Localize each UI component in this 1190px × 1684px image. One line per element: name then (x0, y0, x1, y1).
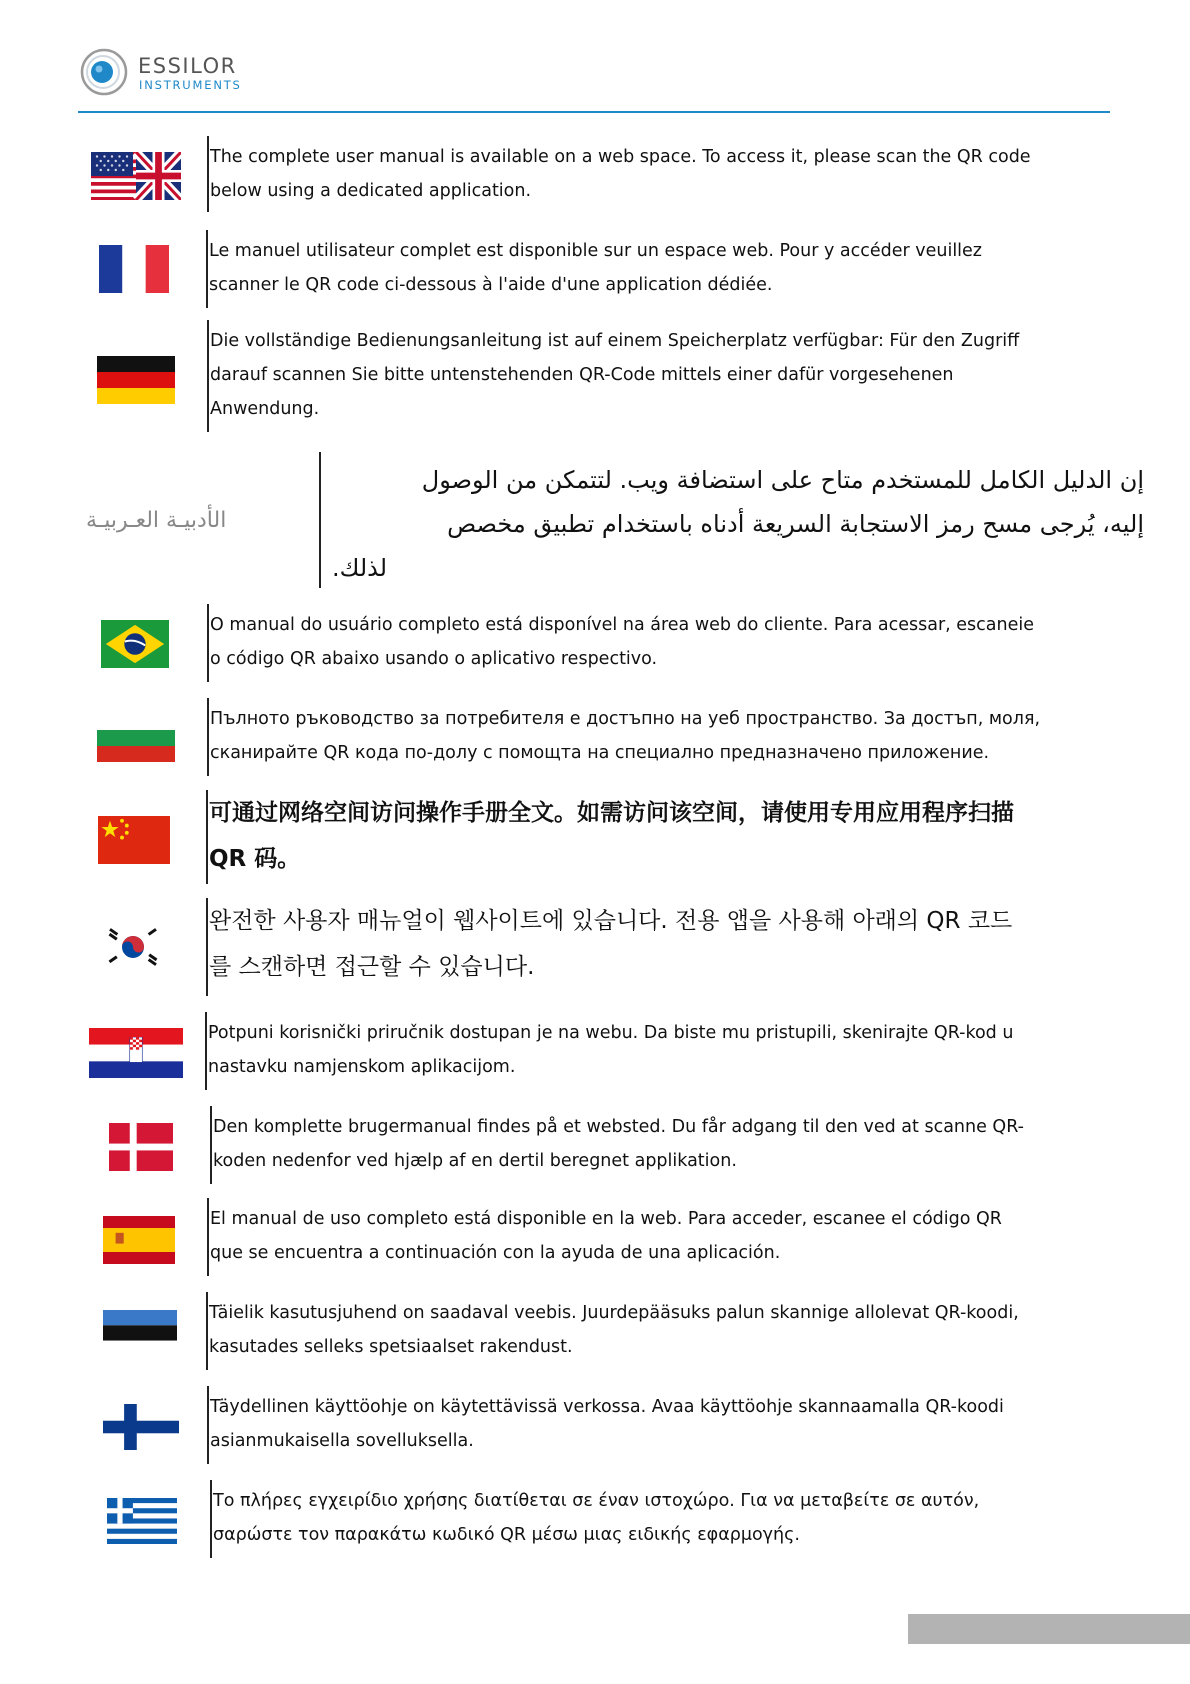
manual-notice-zh: 可通过网络空间访问操作手册全文。如需访问该空间，请使用专用应用程序扫描 QR 码。 (209, 800, 1014, 872)
row-separator (206, 898, 208, 996)
row-separator (206, 1292, 208, 1370)
language-row-zh (78, 790, 1118, 888)
row-separator (207, 1386, 209, 1464)
row-separator (210, 1480, 212, 1558)
row-separator (207, 604, 209, 682)
row-separator (206, 790, 208, 884)
language-row-ko (78, 898, 1118, 998)
language-row-ar (78, 452, 1144, 588)
arabic-language-label: الأدبيـة العـربيـة (86, 508, 227, 533)
row-separator (319, 452, 321, 588)
language-row-pt (78, 604, 1118, 684)
footer-page-bar (908, 1614, 1190, 1644)
finland-flag-icon (103, 1404, 179, 1450)
language-row-et (78, 1292, 1118, 1372)
essilor-lens-icon (80, 48, 128, 96)
greece-flag-icon (107, 1498, 177, 1544)
brand-name: ESSILOR (138, 54, 237, 78)
germany-flag-icon (97, 356, 175, 404)
spain-flag-icon (103, 1216, 175, 1264)
language-row-hr (78, 1012, 1118, 1092)
manual-notice-fr: Le manuel utilisateur complet est disponible sur un espace web. Pour y accéder veuillez scanner le QR code ci-dessous à l'aide d'une application dédiée. (209, 241, 982, 295)
estonia-flag-icon (103, 1310, 177, 1356)
manual-notice-en: The complete user manual is available on a web space. To access it, please scan the QR code below using a dedicated application. (210, 147, 1031, 201)
language-row-en (78, 136, 1118, 216)
row-separator (210, 1106, 212, 1184)
language-row-bg (78, 698, 1118, 778)
denmark-flag-icon (109, 1123, 173, 1171)
manual-notice-de: Die vollständige Bedienungsanleitung ist auf einem Speicherplatz verfügbar: Für den Zugriff darauf scannen Sie bitte untenstehenden QR-Code mittels einer dafür vorgesehenen Anwendung. (210, 331, 1020, 419)
manual-notice-bg: Пълното ръководство за потребителя е достъпно на уеб пространство. За достъп, моля, сканирайте QR кода по-долу с помощта на специално предназначено приложение. (210, 709, 1041, 763)
row-separator (207, 136, 209, 212)
manual-notice-hr: Potpuni korisnički priručnik dostupan je na webu. Da biste mu pristupili, skenirajte QR-kod u nastavku namjenskom aplikacijom. (208, 1023, 1014, 1077)
header-divider (78, 111, 1110, 113)
language-row-es (78, 1198, 1118, 1278)
brazil-flag-icon (101, 620, 169, 668)
row-separator (207, 1198, 209, 1276)
language-row-fr (78, 230, 1118, 310)
language-row-de (78, 320, 1118, 432)
manual-notice-el: Το πλήρες εγχειρίδιο χρήσης διατίθεται σε έναν ιστοχώρο. Για να μεταβείτε σε αυτόν, σαρώστε τον παρακάτω κωδικό QR μέσω μιας ειδικής εφαρμογής. (213, 1491, 980, 1545)
manual-notice-pt: O manual do usuário completo está disponível na área web do cliente. Para acessar, escaneie o código QR abaixo usando o aplicativo respectivo. (210, 615, 1034, 669)
language-row-el (78, 1480, 1118, 1560)
china-flag-icon (98, 816, 170, 864)
bulgaria-flag-icon (97, 714, 175, 762)
uk-flag-icon (91, 152, 181, 200)
manual-notice-et: Täielik kasutusjuhend on saadaval veebis. Juurdepääsuks palun skannige allolevat QR-koodi, kasutades selleks spetsiaalset rakendust. (209, 1303, 1019, 1357)
row-separator (205, 1012, 207, 1090)
manual-notice-fi: Täydellinen käyttöohje on käytettävissä verkossa. Avaa käyttöohje skannaamalla QR-koodi asianmukaisella sovelluksella. (210, 1397, 1004, 1451)
language-row-fi (78, 1386, 1118, 1466)
manual-notice-ar: إن الدليل الكامل للمستخدم متاح على استضافة ويب. لتتمكن من الوصول إليه، يُرجى مسح رمز الاستجابة السريعة أدناه باستخدام تطبيق مخصص لذلك. (332, 466, 1144, 582)
language-row-da (78, 1106, 1118, 1186)
croatia-flag-icon (89, 1028, 183, 1078)
manual-notice-ko: 완전한 사용자 매뉴얼이 웹사이트에 있습니다. 전용 앱을 사용해 아래의 QR 코드 를 스캔하면 접근할 수 있습니다. (209, 908, 1013, 980)
manual-notice-es: El manual de uso completo está disponible en la web. Para acceder, escanee el código QR que se encuentra a continuación con la ayuda de una aplicación. (210, 1209, 1002, 1263)
korea-flag-icon (103, 924, 163, 970)
row-separator (207, 698, 209, 776)
france-flag-icon (99, 245, 169, 293)
row-separator (207, 320, 209, 432)
manual-notice-da: Den komplette brugermanual findes på et websted. Du får adgang til den ved at scanne QR- koden nedenfor ved hjælp af en dertil beregnet applikation. (213, 1117, 1024, 1171)
brand-subname: INSTRUMENTS (139, 78, 242, 92)
row-separator (206, 230, 208, 308)
